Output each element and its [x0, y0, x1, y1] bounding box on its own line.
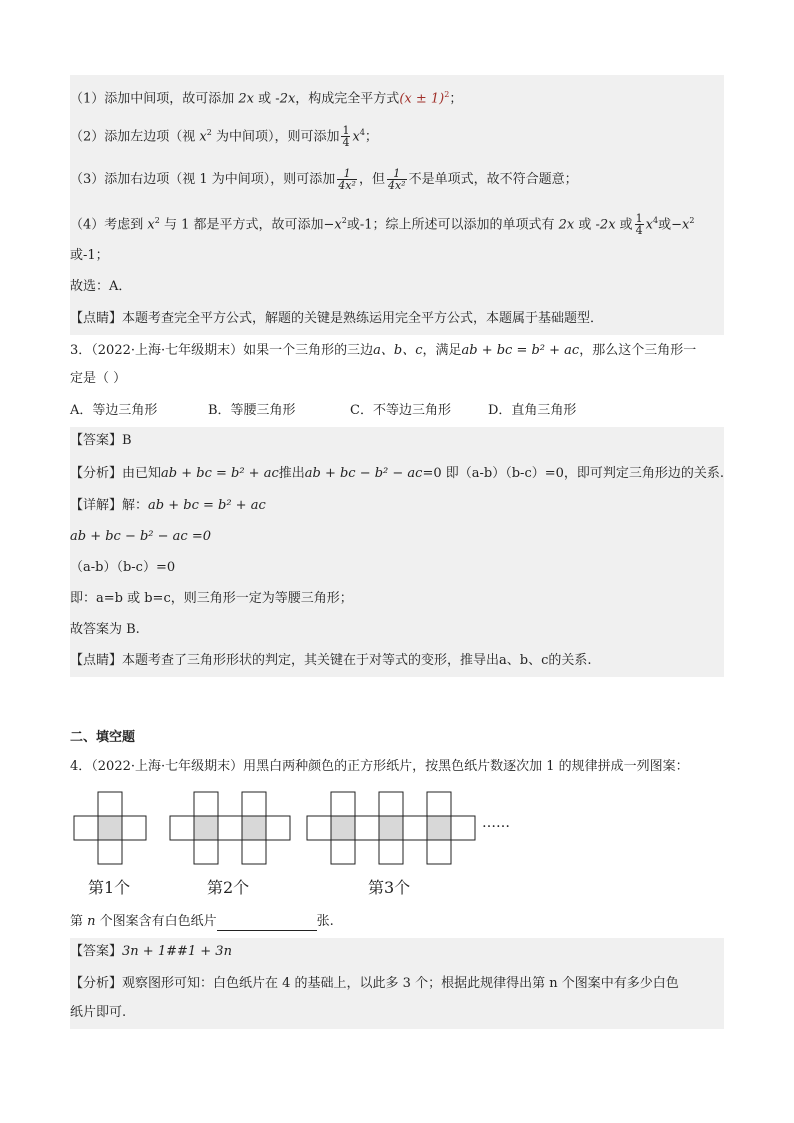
white-tile	[242, 792, 266, 816]
q3-detail: 【详解】解：ab + bc = b² + ac	[70, 498, 266, 513]
white-tile	[379, 792, 403, 816]
white-tile	[427, 792, 451, 816]
fraction: $\frac{1}{\text{4x²}}$	[338, 167, 356, 192]
white-tile	[74, 816, 98, 840]
white-tile	[98, 840, 122, 864]
white-tile	[331, 792, 355, 816]
black-tile	[427, 816, 451, 840]
white-tile	[266, 816, 290, 840]
ellipsis: ……	[482, 815, 510, 831]
white-tile	[451, 816, 475, 840]
q3-answer: 【答案】B	[70, 433, 132, 448]
white-tile	[170, 816, 194, 840]
option-a: A．等边三角形	[70, 403, 158, 418]
q3-stem-line1: 3．（2022·上海·七年级期末）如果一个三角形的三边a、b、c，满足ab + bc = b² + ac，那么这个三角形一	[70, 343, 697, 358]
figure-label-2: 第2个	[207, 878, 250, 897]
option-c: C．不等边三角形	[350, 403, 451, 418]
q3-analysis: 【分析】由已知ab + bc = b² + ac推出ab + bc − b² − ac=0 即（a-b）（b-c）=0，即可判定三角形边的关系.	[70, 466, 725, 481]
q3-options	[70, 402, 724, 420]
fraction: $\frac{1}{\text{4x²}}$	[387, 167, 406, 192]
section-heading: 二、填空题	[70, 730, 136, 745]
q3-stem-line2: 定是（ ）	[70, 371, 127, 386]
q2-step4-continued: 或-1；	[70, 248, 109, 263]
q2-comment: 【点睛】本题考查完全平方公式，解题的关键是熟练运用完全平方公式，本题属于基础题型．	[70, 311, 604, 326]
white-tile	[427, 840, 451, 864]
white-tile	[194, 792, 218, 816]
pattern-figures	[0, 790, 794, 880]
white-tile	[122, 816, 146, 840]
black-tile	[194, 816, 218, 840]
q3-step4: 即：a=b 或 b=c，则三角形一定为等腰三角形；	[70, 591, 353, 606]
fraction: $\frac{1}{4}$	[635, 212, 643, 238]
q3-comment: 【点睛】本题考查了三角形形状的判定，其关键在于对等式的变形，推导出a、b、c的关系.	[70, 653, 592, 668]
white-tile	[331, 840, 355, 864]
q3-step5: 故答案为 B.	[70, 622, 140, 637]
q2-step2: （2）添加左边项（视 $x^2$ 为中间项），则可添加 $\frac{1}{4}$ $x^4$；	[70, 124, 378, 150]
q4-stem: 4．（2022·上海·七年级期末）用黑白两种颜色的正方形纸片，按黑色纸片数逐次加 1 的规律拼成一列图案：	[70, 759, 689, 774]
q4-answer: 【答案】3n + 1##1 + 3n	[70, 944, 232, 959]
fraction: $\frac{1}{4}$	[342, 124, 350, 150]
white-tile	[98, 792, 122, 816]
q4-analysis-1: 【分析】观察图形可知：白色纸片在 4 的基础上，以此多 3 个；根据此规律得出第 n 个图案中有多少白色	[70, 976, 679, 991]
q2-step4: （4）考虑到 $x^2$ 与 1 都是平方式，故可添加$-x^2$或-1；综上所述可以添加的单项式有 2x 或 -2x 或 $\frac{1}{4}$ $x^4$或$-x^2$	[70, 212, 695, 238]
solution-block-q2	[70, 75, 724, 335]
q2-step3: （3）添加右边项（视 1 为中间项），则可添加 $\frac{1}{\text{4x²}}$ ，但 $\frac{1}{\text{4x²}}$ 不是单项式，故不符合题意；	[70, 167, 578, 192]
option-b: B．等腰三角形	[208, 403, 296, 418]
q2-choose: 故选：A．	[70, 279, 132, 294]
q3-step3: （a-b）（b-c）=0	[70, 560, 176, 575]
q3-step2: ab + bc − b² − ac =0	[70, 529, 212, 544]
white-tile	[194, 840, 218, 864]
figure-label-3: 第3个	[368, 878, 411, 897]
white-tile	[307, 816, 331, 840]
q4-analysis-2: 纸片即可.	[70, 1005, 127, 1020]
white-tile	[355, 816, 379, 840]
black-tile	[242, 816, 266, 840]
black-tile	[98, 816, 122, 840]
white-tile	[242, 840, 266, 864]
q4-question: 第 n 个图案含有白色纸片 张.	[70, 914, 334, 929]
white-tile	[379, 840, 403, 864]
black-tile	[331, 816, 355, 840]
white-tile	[218, 816, 242, 840]
white-tile	[403, 816, 427, 840]
figure-label-1: 第1个	[88, 878, 131, 897]
option-d: D．直角三角形	[488, 403, 577, 418]
black-tile	[379, 816, 403, 840]
answer-blank	[217, 916, 317, 931]
q2-step1: （1）添加中间项，故可添加 2x 或 -2x，构成完全平方式$(x \pm 1)^2$；	[70, 90, 463, 107]
